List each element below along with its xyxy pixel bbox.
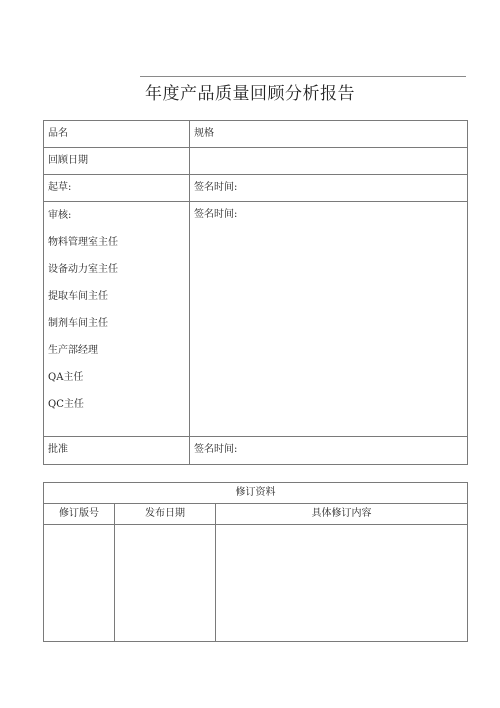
- revision-content-cell[interactable]: [216, 525, 468, 642]
- title-top-rule: [140, 76, 466, 77]
- page-title: 年度产品质量回顾分析报告: [145, 84, 355, 104]
- spec-cell[interactable]: [190, 121, 468, 148]
- spec-label: 规格: [194, 128, 214, 139]
- column-header-version: 修订版号: [44, 504, 115, 525]
- draft-cell[interactable]: [44, 175, 190, 202]
- approve-sign-time-label: 签名时间:: [194, 444, 238, 455]
- approve-row: [44, 437, 468, 465]
- draft-label: 起草:: [48, 182, 72, 193]
- draft-row: [44, 175, 468, 202]
- revision-title-row: [44, 483, 468, 504]
- column-header-date: 发布日期: [115, 504, 216, 525]
- approval-table: [43, 120, 468, 465]
- review-date-value-cell[interactable]: [190, 148, 468, 175]
- reviewer-item: 生产部经理: [48, 345, 98, 356]
- review-row: [44, 202, 468, 437]
- reviewer-item: 提取车间主任: [48, 291, 108, 302]
- draft-sign-time-cell[interactable]: [190, 175, 468, 202]
- revision-table: [43, 482, 468, 642]
- review-date-label-cell: [44, 148, 190, 175]
- reviewer-list: [44, 202, 189, 418]
- review-label: 审核:: [48, 210, 72, 221]
- approve-sign-time-cell[interactable]: [190, 437, 468, 465]
- column-header-content: 具体修订内容: [216, 504, 468, 525]
- draft-sign-time-label: 签名时间:: [194, 182, 238, 193]
- review-date-row: [44, 148, 468, 175]
- revision-header-row: [44, 504, 468, 525]
- reviewer-item: QA主任: [48, 372, 84, 383]
- approve-cell[interactable]: [44, 437, 190, 465]
- revision-date-cell[interactable]: [115, 525, 216, 642]
- revision-title: 修订资料: [44, 483, 468, 504]
- product-name-cell[interactable]: [44, 121, 190, 148]
- revision-body-row: [44, 525, 468, 642]
- reviewer-item: QC主任: [48, 399, 84, 410]
- review-sign-time-cell[interactable]: [190, 202, 468, 437]
- revision-version-cell[interactable]: [44, 525, 115, 642]
- review-sign-time-label: 签名时间:: [194, 209, 238, 220]
- product-name-row: [44, 121, 468, 148]
- reviewer-item: 设备动力室主任: [48, 264, 118, 275]
- approve-label: 批准: [48, 444, 68, 455]
- reviewers-cell[interactable]: [44, 202, 190, 437]
- product-name-label: 品名: [48, 128, 68, 139]
- reviewer-item: 制剂车间主任: [48, 318, 108, 329]
- reviewer-item: 物料管理室主任: [48, 237, 118, 248]
- review-date-label: 回顾日期: [48, 155, 88, 166]
